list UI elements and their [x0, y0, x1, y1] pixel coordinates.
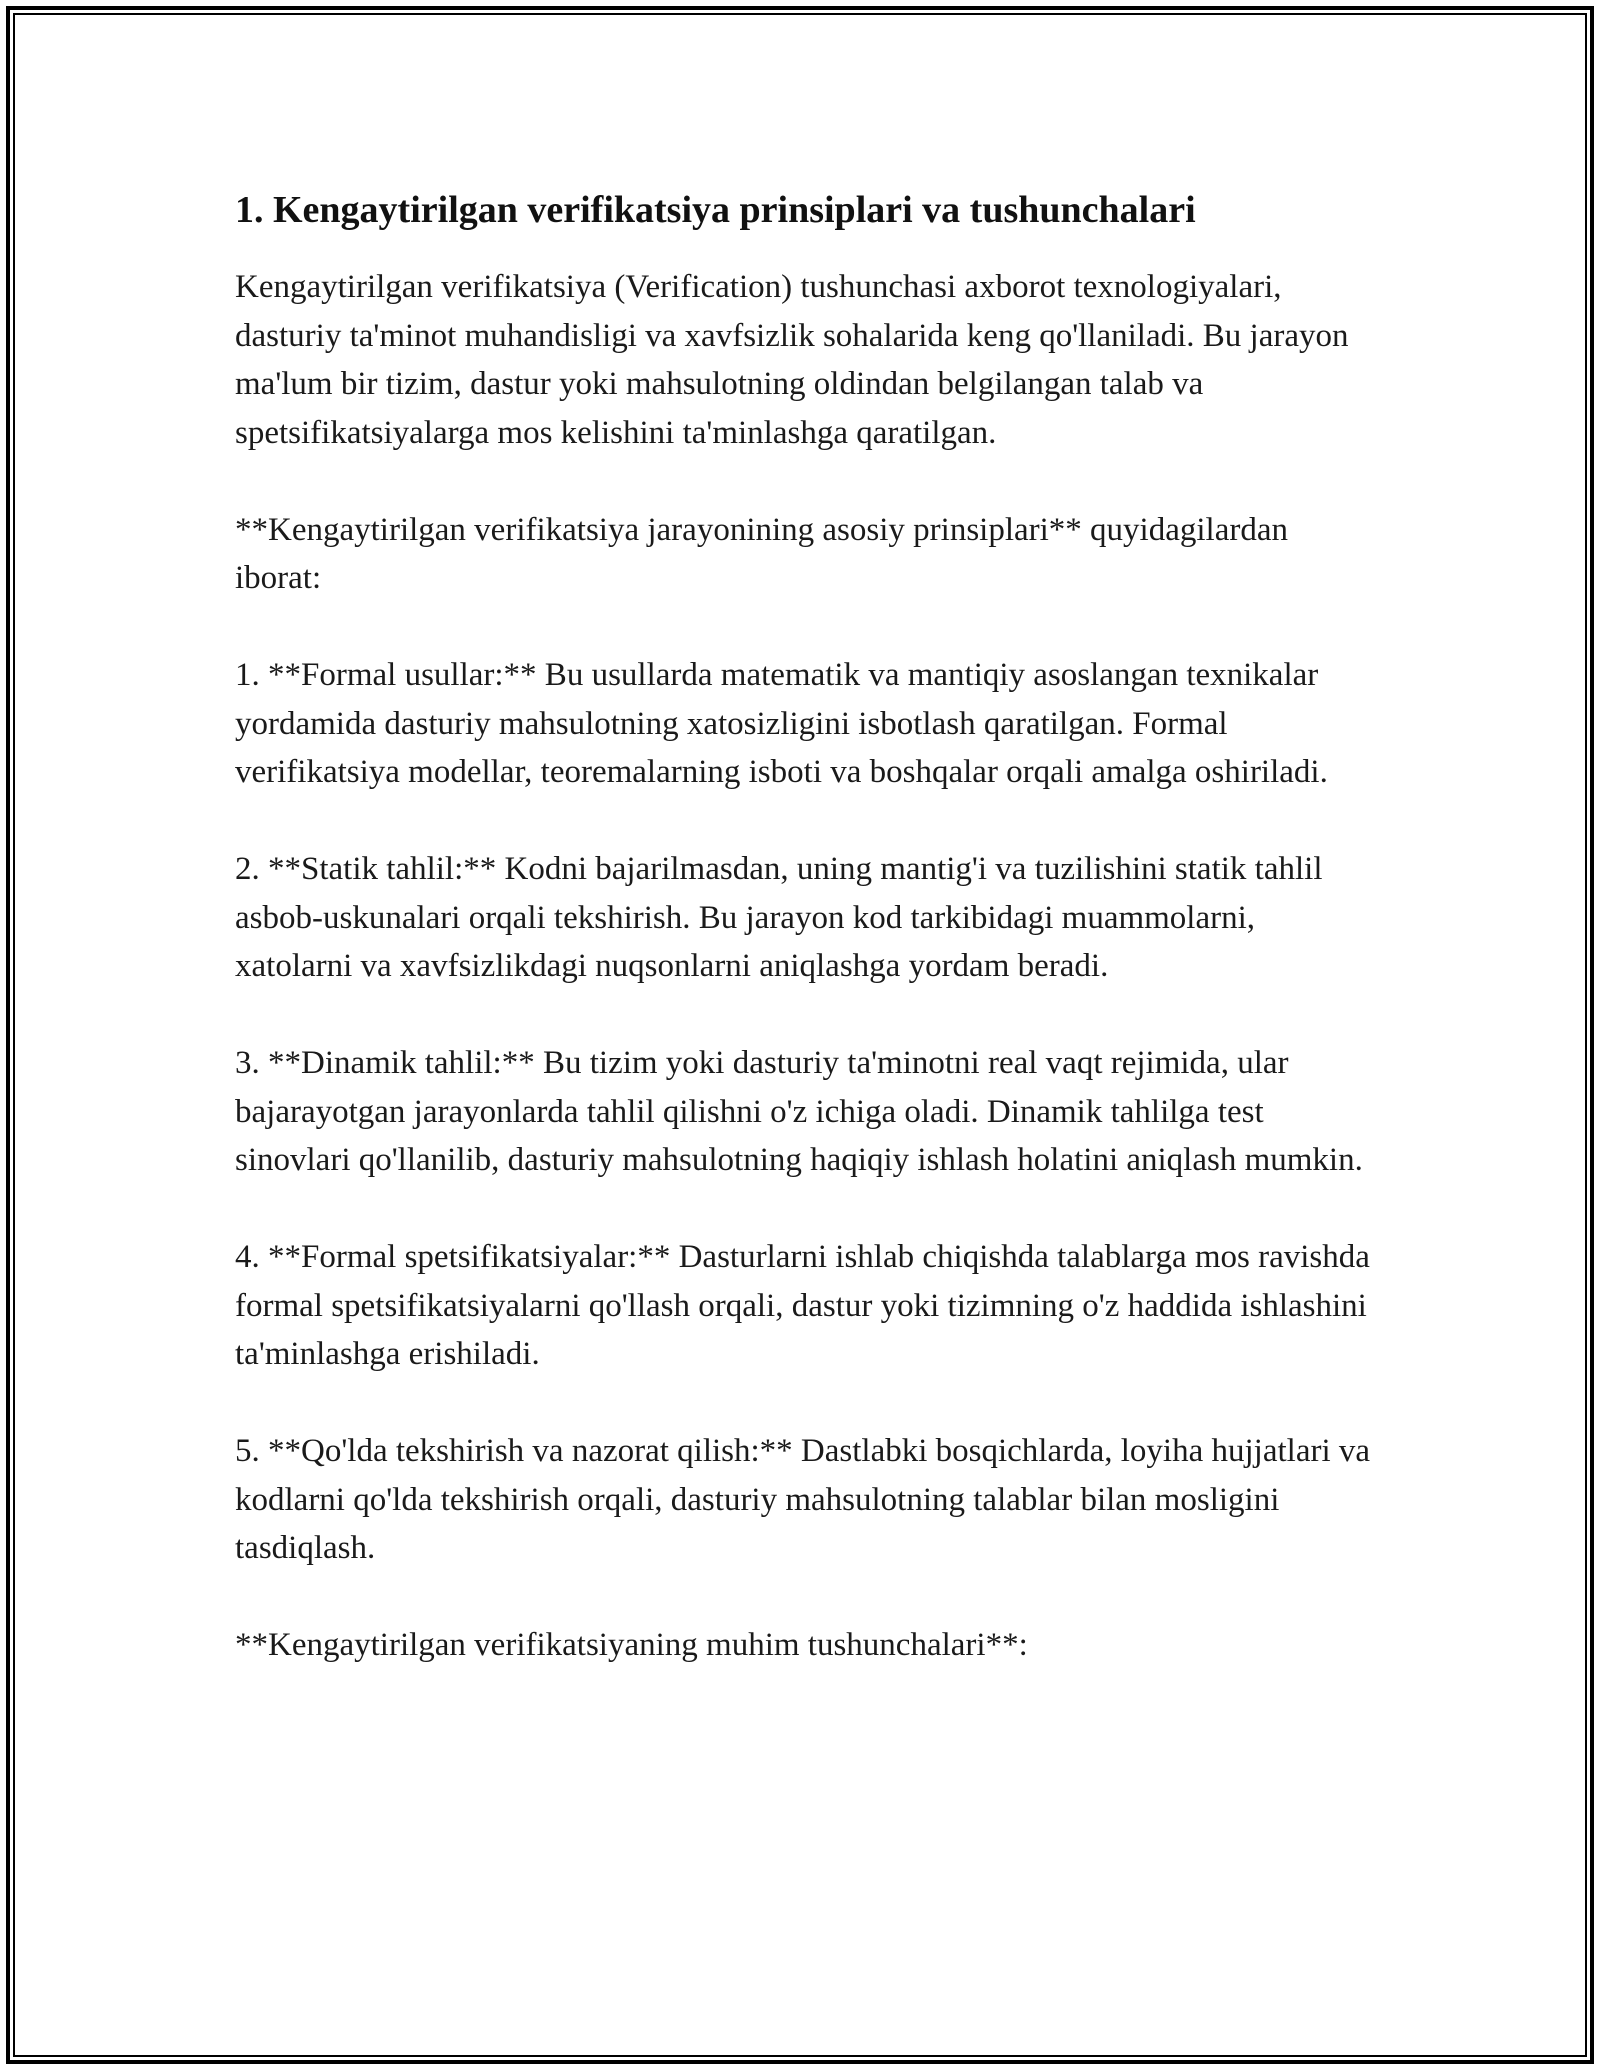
list-item-formal-methods: 1. **Formal usullar:** Bu usullarda matematik va mantiqiy asoslangan texnikalar yordamida dasturiy mahsulotning xatosizligini isbotlash qaratilgan. Formal verifikatsiya modellar, teoremalarning isboti va boshqalar orqali amalga oshiriladi.	[235, 657, 1328, 791]
concepts-intro-paragraph: **Kengaytirilgan verifikatsiyaning muhim tushunchalari**:	[235, 1627, 1028, 1664]
section-heading: 1. Kengaytirilgan verifikatsiya prinsiplari va tushunchalari	[235, 189, 1196, 231]
list-item-manual-review: 5. **Qo'lda tekshirish va nazorat qilish:** Dastlabki bosqichlarda, loyiha hujjatlari va kodlarni qo'lda tekshirish orqali, dasturiy mahsulotning talablar bilan mosligini tasdiqlash.	[235, 1433, 1371, 1567]
list-item-static-analysis: 2. **Statik tahlil:** Kodni bajarilmasdan, uning mantig'i va tuzilishini statik tahlil asbob-uskunalari orqali tekshirish. Bu jarayon kod tarkibidagi muammolarni, xatolarni va xavfsizlikdagi nuqsonlarni aniqlashga yordam beradi.	[235, 851, 1323, 985]
list-item-dynamic-analysis: 3. **Dinamik tahlil:** Bu tizim yoki dasturiy ta'minotni real vaqt rejimida, ular bajarayotgan jarayonlarda tahlil qilishni o'z ichiga oladi. Dinamik tahlilga test sinovlari qo'llanilib, dasturiy mahsulotning haqiqiy ishlash holatini aniqlash mumkin.	[235, 1045, 1363, 1179]
document-body	[235, 186, 1375, 1670]
principles-intro-paragraph: **Kengaytirilgan verifikatsiya jarayonining asosiy prinsiplari** quyidagilardan iborat:	[235, 511, 1288, 597]
list-item-formal-specifications: 4. **Formal spetsifikatsiyalar:** Dasturlarni ishlab chiqishda talablarga mos ravishda formal spetsifikatsiyalarni qo'llash orqali, dastur yoki tizimning o'z haddida ishlashini ta'minlashga erishiladi.	[235, 1239, 1370, 1373]
intro-paragraph: Kengaytirilgan verifikatsiya (Verification) tushunchasi axborot texnologiyalari, dasturiy ta'minot muhandisligi va xavfsizlik sohalarida keng qo'llaniladi. Bu jarayon ma'lum bir tizim, dastur yoki mahsulotning oldindan belgilangan talab va spetsifikatsiyalarga mos kelishini ta'minlashga qaratilgan.	[235, 269, 1349, 451]
